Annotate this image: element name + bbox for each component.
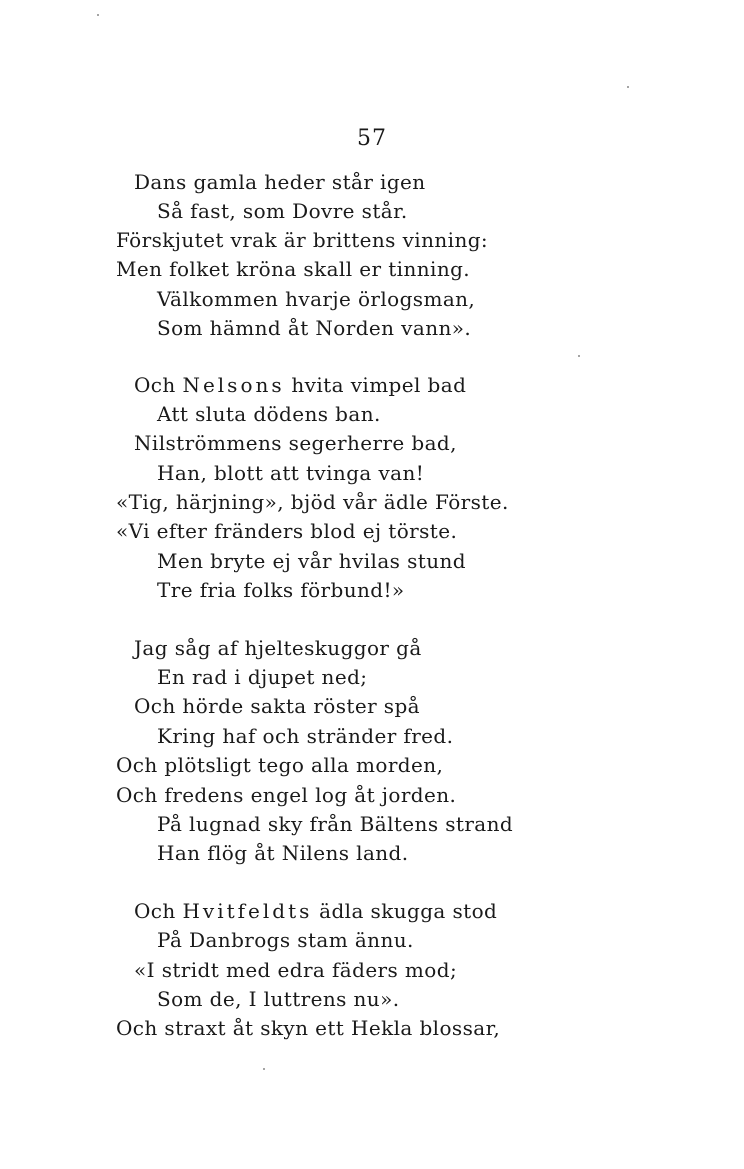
- scan-speck: [263, 1068, 265, 1070]
- poem-line: Som hämnd åt Norden vann».: [157, 316, 472, 340]
- poem-line: «Vi efter fränders blod ej törste.: [116, 519, 458, 543]
- poem-line: Förskjutet vrak är brittens vinning:: [116, 228, 489, 252]
- poem-line: «Tig, härjning», bjöd vår ädle Förste.: [116, 490, 509, 514]
- poem-line: Kring haf och stränder fred.: [157, 724, 454, 748]
- poem-line: På Danbrogs stam ännu.: [157, 928, 414, 952]
- poem-line: Men folket kröna skall er tinning.: [116, 257, 471, 281]
- poem-line: Och plötsligt tego alla morden,: [116, 753, 444, 777]
- poem-line: [134, 899, 497, 923]
- poem-line: «I stridt med edra fäders mod;: [134, 958, 458, 982]
- poem-line: Nilströmmens segerherre bad,: [134, 431, 457, 455]
- poem-line: Att sluta dödens ban.: [157, 402, 381, 426]
- poem-line: Välkommen hvarje örlogsman,: [157, 287, 476, 311]
- name-emphasis: Nelsons: [182, 373, 285, 397]
- poem-line: Tre fria folks förbund!»: [157, 578, 405, 602]
- poem-line: [134, 373, 466, 397]
- poem-word: Och: [134, 373, 176, 397]
- poem-word: hvita vimpel bad: [291, 373, 467, 397]
- poem-line: En rad i djupet ned;: [157, 665, 368, 689]
- poem-line: På lugnad sky från Bältens strand: [157, 812, 514, 836]
- poem-line: Och straxt åt skyn ett Hekla blossar,: [116, 1016, 501, 1040]
- poem-word: Och: [134, 899, 176, 923]
- name-emphasis: Hvitfeldts: [182, 899, 313, 923]
- poem-line: Så fast, som Dovre står.: [157, 199, 408, 223]
- poem-line: Men bryte ej vår hvilas stund: [157, 549, 466, 573]
- scan-speck: [97, 14, 99, 16]
- poem-line: Som de, I luttrens nu».: [157, 987, 400, 1011]
- scan-speck: [627, 86, 629, 88]
- poem-line: Han flög åt Nilens land.: [157, 841, 409, 865]
- poem-word: ädla skugga stod: [319, 899, 498, 923]
- poem-line: Och fredens engel log åt jorden.: [116, 783, 457, 807]
- page-number: 57: [357, 126, 387, 151]
- poem-line: Dans gamla heder står igen: [134, 170, 426, 194]
- poem-line: Han, blott att tvinga van!: [157, 461, 425, 485]
- poem-line: Jag såg af hjelteskuggor gå: [134, 636, 422, 660]
- poem-line: Och hörde sakta röster spå: [134, 694, 420, 718]
- scan-speck: [578, 355, 580, 357]
